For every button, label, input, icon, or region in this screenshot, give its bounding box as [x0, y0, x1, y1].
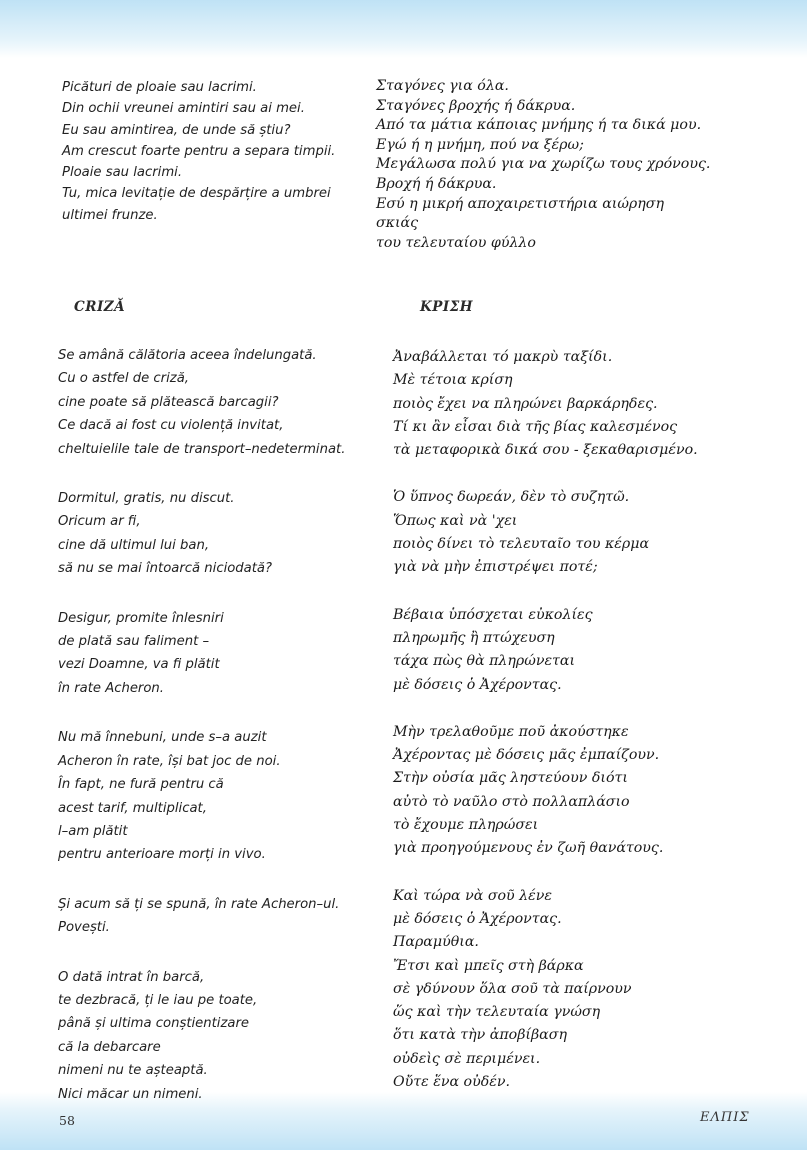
verse-line: ὅτι κατὰ τὴν ἀποβίβαση: [393, 1027, 567, 1044]
poem2-title-romanian: CRIZĂ: [74, 299, 126, 315]
verse-line: l–am plătit: [58, 823, 128, 839]
stanza-gap: [58, 581, 345, 607]
verse-line: αὐτὸ τὸ ναῦλο στὸ πολλαπλάσιο: [393, 793, 630, 810]
verse-line: γιὰ νὰ μὴν ἐπιστρέψει ποτέ;: [393, 559, 598, 576]
verse-line: Μὴν τρελαθοῦμε ποῦ ἀκούστηκε: [393, 723, 629, 740]
verse-line: Am crescut foarte pentru a separa timpii.: [62, 143, 336, 159]
verse-line: Ἔτσι καὶ μπεῖς στὴ βάρκα: [393, 957, 584, 974]
verse-line: μὲ δόσεις ὁ Ἀχέροντας.: [393, 910, 562, 927]
verse-line: Ἀναβάλλεται τό μακρὺ ταξίδι.: [393, 349, 613, 365]
stanza: [58, 487, 345, 581]
stanza: [393, 721, 698, 861]
verse-line: τάχα πὼς θὰ πληρώνεται: [393, 653, 576, 670]
stanza-gap: [393, 580, 698, 604]
stanza-gap: [58, 867, 345, 893]
header-band: [0, 0, 807, 58]
verse-line: Eu sau amintirea, de unde să știu?: [62, 122, 291, 138]
verse-line: în rate Acheron.: [58, 680, 164, 696]
verse-line: Ὁ ὕπνος δωρεάν, δὲν τὸ συζητῶ.: [393, 489, 630, 506]
verse-line: Nu mă înnebuni, unde s–a auzit: [58, 730, 267, 746]
poem2-title-greek: ΚΡΙΣΗ: [420, 299, 473, 315]
poem1-romanian-column: [62, 77, 335, 226]
verse-line: Desigur, promite înlesniri: [58, 610, 224, 626]
verse-line: σκιάς: [376, 215, 419, 232]
verse-line: Ὅπως καὶ νὰ 'χει: [393, 512, 518, 529]
verse-line: O dată intrat în barcă,: [58, 969, 205, 985]
stanza: [58, 966, 345, 1106]
stanza: [58, 344, 345, 461]
stanza: [393, 346, 698, 462]
verse-line: Ploaie sau lacrimi.: [62, 165, 183, 181]
stanza-gap: [58, 700, 345, 726]
stanza: [393, 604, 698, 697]
verse-line: τὸ ἔχουμε πληρώσει: [393, 817, 539, 834]
verse-line: Τί κι ἂν εἶσαι διὰ τῆς βίας καλεσμένος: [393, 418, 678, 435]
stanza-gap: [393, 462, 698, 486]
stanza-gap: [393, 861, 698, 885]
verse-line: ultimei frunze.: [62, 207, 158, 223]
verse-line: Εγώ ή η μνήμη, πού να ξέρω;: [376, 136, 584, 153]
verse-line: Și acum să ți se spună, în rate Acheron–ul.: [58, 896, 340, 912]
verse-line: Oricum ar fi,: [58, 514, 141, 530]
verse-line: Dormitul, gratis, nu discut.: [58, 491, 235, 507]
verse-line: Nici măcar un nimeni.: [58, 1086, 203, 1102]
verse-line: γιὰ προηγούμενους ἐν ζωῆ θανάτους.: [393, 840, 664, 857]
verse-line: Ἀχέροντας μὲ δόσεις μᾶς ἐμπαίζουν.: [393, 747, 660, 764]
verse-line: cine poate să plătească barcagii?: [58, 394, 279, 410]
verse-line: să nu se mai întoarcă niciodată?: [58, 561, 273, 577]
verse-line: Παραμύθια.: [393, 934, 479, 951]
verse-line: că la debarcare: [58, 1039, 161, 1055]
verse-line: τὰ μεταφορικὰ δικά σου - ξεκαθαρισμένο.: [393, 442, 698, 459]
poem2-romanian-column: [58, 344, 345, 1106]
verse-line: Ce dacă ai fost cu violență invitat,: [58, 418, 284, 434]
verse-line: πληρωμῆς ἢ πτώχευση: [393, 629, 555, 646]
stanza: [393, 885, 698, 1095]
verse-line: cine dă ultimul lui ban,: [58, 537, 210, 553]
verse-line: Εσύ η μικρή αποχαιρετιστήρια αιώρηση: [376, 195, 664, 212]
stanza: [393, 486, 698, 579]
verse-line: vezi Doamne, va fi plătit: [58, 657, 220, 673]
verse-line: ποιὸς ἔχει να πληρώνει βαρκάρηδες.: [393, 395, 658, 412]
verse-line: Μὲ τέτοια κρίση: [393, 372, 513, 389]
verse-line: Από τα μάτια κάποιας μνήμης ή τα δικά μου.: [376, 117, 702, 134]
verse-line: Povești.: [58, 920, 110, 936]
verse-line: Οὔτε ἕνα οὐδέν.: [393, 1074, 511, 1091]
verse-line: μὲ δόσεις ὁ Ἀχέροντας.: [393, 676, 562, 693]
verse-line: Βροχή ή δάκρυα.: [376, 175, 497, 192]
verse-line: Στὴν οὐσία μᾶς ληστεύουν διότι: [393, 770, 628, 787]
page-number: 58: [59, 1113, 75, 1128]
verse-line: ὥς καὶ τὴν τελευταία γνώση: [393, 1004, 601, 1021]
verse-line: Βέβαια ὑπόσχεται εὐκολίες: [393, 606, 593, 623]
verse-line: cheltuielile tale de transport–nedeterminat.: [58, 441, 346, 457]
verse-line: acest tarif, multiplicat,: [58, 800, 207, 816]
verse-line: Καὶ τώρα νὰ σοῦ λένε: [393, 887, 553, 904]
poem2-greek-column: [393, 346, 698, 1094]
verse-line: Picături de ploaie sau lacrimi.: [62, 80, 257, 95]
stanza-gap: [393, 697, 698, 721]
stanza-gap: [58, 940, 345, 966]
stanza: [58, 726, 345, 866]
verse-line: Acheron în rate, își bat joc de noi.: [58, 753, 281, 769]
verse-line: te dezbracă, ți le iau pe toate,: [58, 992, 258, 1008]
poem1-greek-column: [376, 77, 710, 253]
verse-line: Din ochii vreunei amintiri sau ai mei.: [62, 101, 305, 117]
verse-line: Cu o astfel de criză,: [58, 371, 189, 387]
verse-line: οὐδεὶς σὲ περιμένει.: [393, 1050, 541, 1067]
verse-line: de plată sau faliment –: [58, 634, 210, 650]
stanza-gap: [58, 461, 345, 487]
verse-line: Se amână călătoria aceea îndelungată.: [58, 348, 317, 363]
stanza: [58, 893, 345, 940]
verse-line: του τελευταίου φύλλο: [376, 234, 536, 251]
verse-line: În fapt, ne fură pentru că: [58, 777, 224, 793]
verse-line: Tu, mica levitație de despărțire a umbrei: [62, 186, 331, 202]
verse-line: pentru anterioare morți in vivo.: [58, 847, 266, 863]
journal-name: ΕΛΠΙΣ: [700, 1110, 750, 1125]
stanza: [58, 607, 345, 701]
verse-line: nimeni nu te așteaptă.: [58, 1063, 208, 1079]
verse-line: până și ultima conștientizare: [58, 1016, 250, 1032]
verse-line: σὲ γδύνουν ὅλα σοῦ τὰ παίρνουν: [393, 980, 632, 997]
verse-line: ποιὸς δίνει τὸ τελευταῖο του κέρμα: [393, 536, 650, 553]
verse-line: Σταγόνες βροχής ή δάκρυα.: [376, 97, 576, 114]
verse-line: Μεγάλωσα πολύ για να χωρίζω τους χρόνους.: [376, 156, 711, 173]
verse-line: Σταγόνες για όλα.: [376, 78, 509, 94]
